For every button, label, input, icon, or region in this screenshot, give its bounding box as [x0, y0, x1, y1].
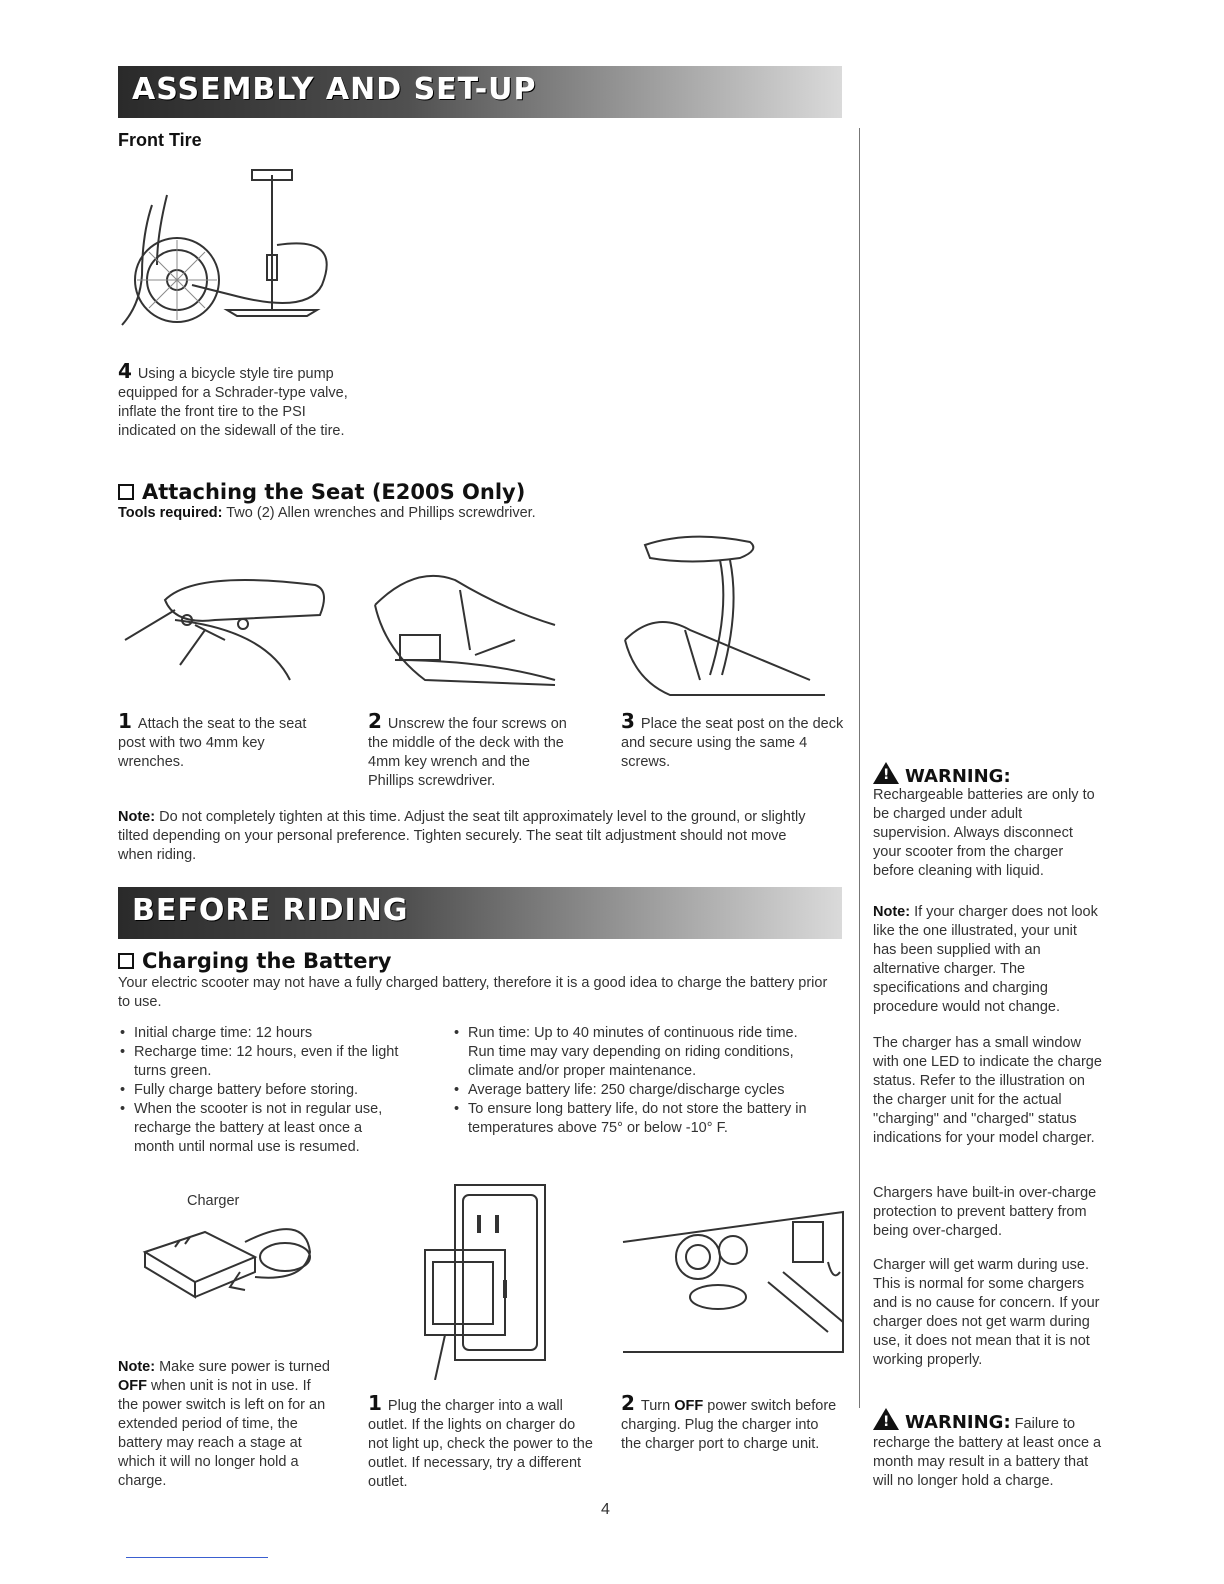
seat-step-2 — [368, 709, 578, 791]
step-number: 1 — [118, 709, 132, 733]
tire-pump-illustration — [112, 165, 352, 345]
tools-label: Tools required: — [118, 505, 223, 521]
warning-label: WARNING: — [905, 1412, 1011, 1433]
sidebar-para-led: The charger has a small window with one LED to indicate the charge status. Refer to the illustration on the charger unit for the actual "charging" and "charged" status indications for your model charger. — [873, 1035, 1102, 1146]
step-number: 2 — [621, 1391, 635, 1415]
deck-screws-illustration — [365, 560, 565, 700]
seat-step-3 — [621, 709, 846, 772]
step-number: 3 — [621, 709, 635, 733]
step-text: Plug the charger into a wall outlet. If the lights on charger do not light up, check the power to the outlet. If necessary, try a different outlet. — [368, 1398, 593, 1490]
seat-key-wrench-illustration — [115, 560, 335, 690]
warning-2 — [873, 1408, 1103, 1491]
sidebar-note — [873, 903, 1103, 1017]
list-item: • Average battery life: 250 charge/discharge cycles — [452, 1081, 827, 1100]
column-divider — [859, 128, 860, 1408]
page-number: 4 — [601, 1501, 610, 1518]
step-text: Unscrew the four screws on the middle of the deck with the 4mm key wrench and the Phillips screwdriver. — [368, 716, 567, 789]
section-banner-before-riding — [118, 887, 842, 939]
seat-tools-line — [118, 504, 536, 523]
checkbox-icon — [118, 953, 134, 969]
charger-caption: Charger — [187, 1193, 240, 1209]
section-banner-assembly — [118, 66, 842, 118]
step-off-text: OFF — [674, 1398, 704, 1414]
seat-post-illustration — [610, 530, 840, 705]
list-item: • Run time: Up to 40 minutes of continuous ride time. Run time may vary depending on riding conditions, climate and/or proper maintenance. — [452, 1024, 827, 1081]
charging-step-1 — [368, 1391, 593, 1492]
note-label: Note: — [118, 809, 156, 825]
section-banner-title: ASSEMBLY AND SET-UP — [132, 72, 537, 107]
warning-2-text: Failure to recharge the battery at least once a month may result in a battery that will no longer hold a charge. — [873, 1416, 1102, 1489]
sidebar-para-overcharge: Chargers have built-in over-charge protection to prevent battery from being over-charged. — [873, 1185, 1097, 1239]
charging-bullets-right — [452, 1024, 827, 1138]
step-number: 2 — [368, 709, 382, 733]
warning-1-header — [873, 762, 1011, 787]
section-banner-title: BEFORE RIDING — [132, 893, 409, 928]
step-text: Place the seat post on the deck and secure using the same 4 screws. — [621, 716, 844, 770]
note-text-pre: Make sure power is turned — [159, 1359, 330, 1375]
list-item: • Fully charge battery before storing. — [118, 1081, 403, 1100]
charging-intro: Your electric scooter may not have a fully charged battery, therefore it is a good idea to charge the battery prior to use. — [118, 975, 828, 1010]
list-item: • To ensure long battery life, do not store the battery in temperatures above 75° or below -10° F. — [452, 1100, 827, 1138]
front-tire-title: Front Tire — [118, 130, 202, 150]
seat-note — [118, 808, 818, 865]
warning-triangle-icon — [873, 1408, 899, 1430]
seat-section-heading — [118, 480, 525, 504]
charger-illustration — [135, 1212, 320, 1307]
step-text-post: power switch before charging. Plug the charger into the charger port to charge unit. — [621, 1398, 837, 1452]
checkbox-icon — [118, 484, 134, 500]
warning-label: WARNING: — [905, 766, 1011, 787]
footer-rule — [126, 1557, 268, 1558]
note-label: Note: — [873, 904, 911, 920]
step-text-pre: Turn — [640, 1398, 671, 1414]
note-label: Note: — [118, 1359, 156, 1375]
list-item: • Initial charge time: 12 hours — [118, 1024, 403, 1043]
list-item: • Recharge time: 12 hours, even if the light turns green. — [118, 1043, 403, 1081]
step-number: 1 — [368, 1391, 382, 1415]
note-text: Do not completely tighten at this time. Adjust the seat tilt approximately level to the ground, or slightly tilted depending on your personal preference. Tighten securely. The seat tilt adjustment should not move when riding. — [118, 809, 806, 863]
charging-note — [118, 1358, 333, 1491]
charging-heading-text: Charging the Battery — [142, 949, 392, 973]
charging-section-heading — [118, 949, 392, 973]
charger-port-illustration — [618, 1192, 853, 1362]
sidebar-para-warm: Charger will get warm during use. This is normal for some chargers and is no cause for concern. If your charger does not get warm during use, it does not mean that it is not working properly. — [873, 1257, 1100, 1368]
wall-outlet-illustration — [405, 1180, 555, 1380]
step-number: 4 — [118, 359, 132, 383]
seat-step-1 — [118, 709, 328, 772]
note-off-text: OFF — [118, 1378, 147, 1394]
charging-bullets-left — [118, 1024, 403, 1157]
note-text-post: when unit is not in use. If the power switch is left on for an extended period of time, the battery may reach a stage at which it will no longer hold a charge. — [118, 1378, 326, 1489]
seat-heading-text: Attaching the Seat (E200S Only) — [142, 480, 526, 504]
note-text: If your charger does not look like the one illustrated, your unit has been supplied with an alternative charger. The specifications and charging procedure would not change. — [873, 904, 1098, 1015]
front-tire-step-4 — [118, 359, 353, 441]
tools-text: Two (2) Allen wrenches and Phillips screwdriver. — [226, 505, 536, 521]
step-text: Using a bicycle style tire pump equipped for a Schrader-type valve, inflate the front tire to the PSI indicated on the sidewall of the tire. — [118, 366, 348, 439]
warning-triangle-icon — [873, 762, 899, 784]
step-text: Attach the seat to the seat post with two 4mm key wrenches. — [118, 716, 307, 770]
warning-1-text: Rechargeable batteries are only to be charged under adult supervision. Always disconnect your scooter from the charger before cleaning with liquid. — [873, 787, 1095, 879]
charging-step-2 — [621, 1391, 841, 1454]
list-item: • When the scooter is not in regular use, recharge the battery at least once a month until normal use is resumed. — [118, 1100, 403, 1157]
